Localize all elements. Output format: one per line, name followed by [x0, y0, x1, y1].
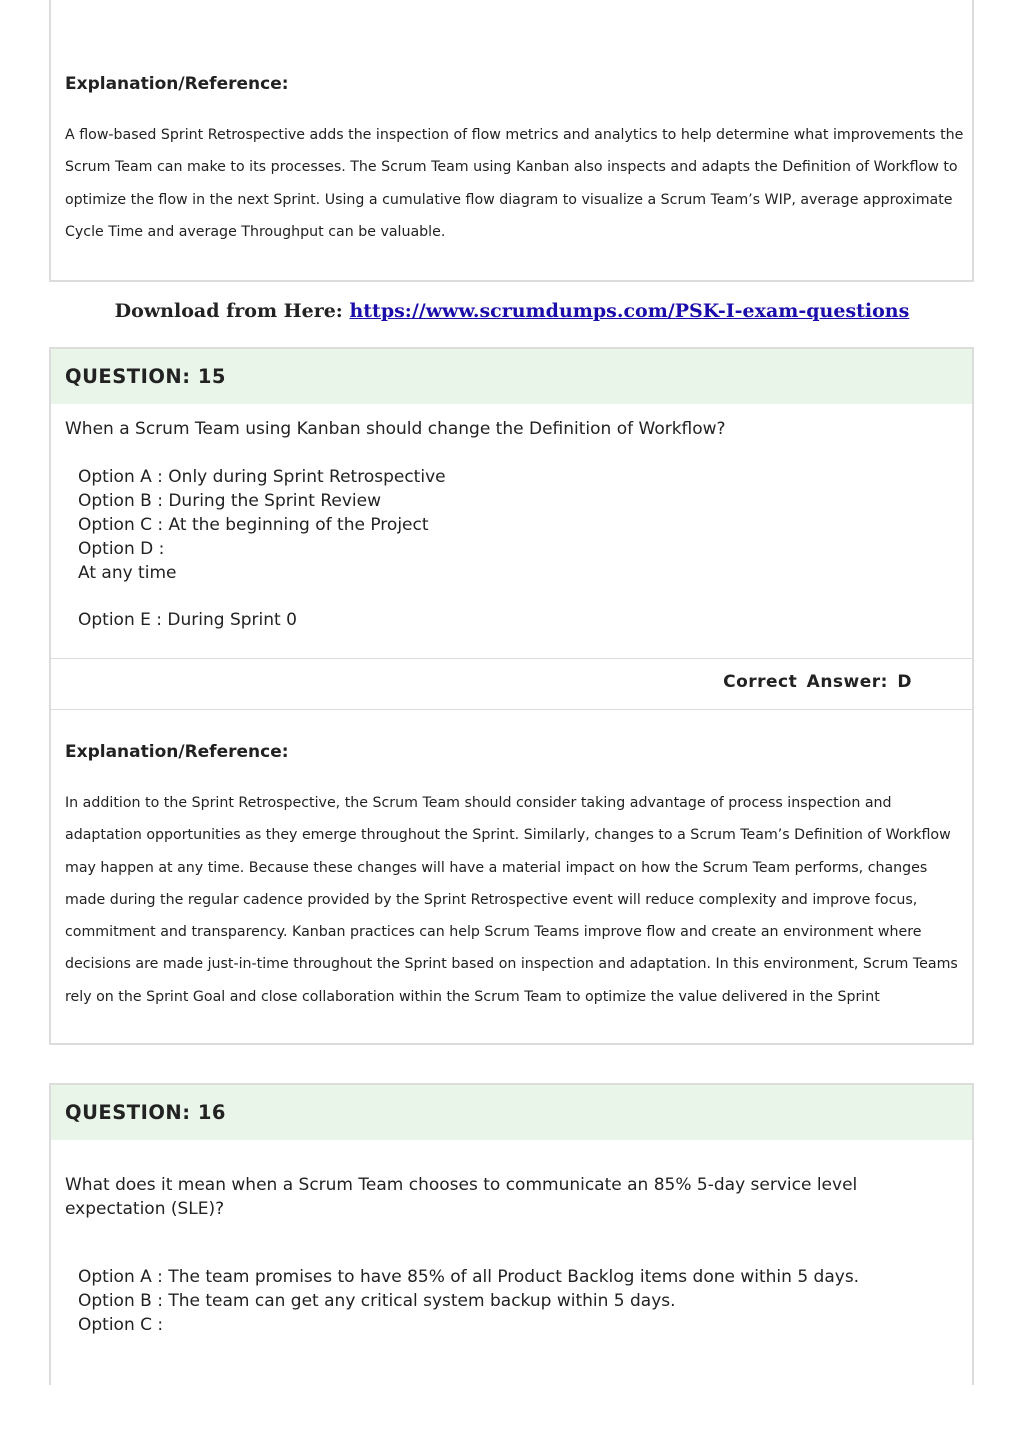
explanation-title: Explanation/Reference: — [65, 74, 289, 94]
question-text: What does it mean when a Scrum Team chooses to communicate an 85% 5-day service level expectation (SLE)? — [65, 1175, 858, 1219]
option-a: Option A : The team promises to have 85% of all Product Backlog items done within 5 days. — [78, 1267, 860, 1287]
download-label: Download from Here: — [114, 300, 343, 322]
explanation-title: Explanation/Reference: — [65, 742, 289, 762]
options-list — [78, 465, 938, 632]
question-header — [51, 1085, 972, 1140]
option-d-text: At any time — [78, 563, 177, 583]
question-header — [51, 349, 972, 404]
option-b: Option B : During the Sprint Review — [78, 491, 381, 511]
options-list — [78, 1265, 938, 1337]
explanation-text: A flow-based Sprint Retrospective adds the inspection of flow metrics and analytics to help determine what improvements the Scrum Team can make to its processes. The Scrum Team using Kanban also inspects and adapts the Definition of Workflow to optimize the flow in the next Sprint. Using a cumulative flow diagram to visualize a Scrum Team’s WIP, average approximate Cycle Time and average Throughput can be valuable. — [65, 127, 964, 240]
explanation-text: In addition to the Sprint Retrospective, the Scrum Team should consider taking advantage of process inspection and adaptation opportunities as they emerge throughout the Sprint. Similarly, changes to a Scrum Team’s Definition of Workflow may happen at any time. Because these changes will have a material impact on how the Scrum Team performs, changes made during the regular cadence provided by the Sprint Retrospective event will reduce complexity and improve focus, commitment and transparency. Kanban practices can help Scrum Teams improve flow and create an environment where decisions are made just-in-time throughout the Sprint based on inspection and adaptation. In this environment, Scrum Teams rely on the Sprint Goal and close collaboration within the Scrum Team to optimize the value delivered in the Sprint — [65, 795, 958, 1005]
download-link[interactable]: https://www.scrumdumps.com/PSK-I-exam-questions — [349, 300, 910, 322]
question-card-15 — [49, 347, 974, 1045]
question-text: When a Scrum Team using Kanban should change the Definition of Workflow? — [65, 419, 726, 439]
option-a: Option A : Only during Sprint Retrospective — [78, 467, 446, 487]
option-b: Option B : The team can get any critical system backup within 5 days. — [78, 1291, 676, 1311]
explanation-panel-q14 — [49, 0, 974, 282]
option-e: Option E : During Sprint 0 — [78, 610, 297, 630]
question-title: QUESTION: 16 — [65, 1101, 226, 1124]
divider — [51, 709, 972, 710]
option-d: Option D : — [78, 539, 165, 559]
download-banner — [0, 300, 1024, 322]
question-card-16 — [49, 1083, 974, 1385]
correct-answer: Correct Answer: D — [723, 672, 912, 692]
question-title: QUESTION: 15 — [65, 365, 226, 388]
option-c: Option C : At the beginning of the Project — [78, 515, 429, 535]
divider — [51, 658, 972, 659]
option-c: Option C : — [78, 1315, 164, 1335]
